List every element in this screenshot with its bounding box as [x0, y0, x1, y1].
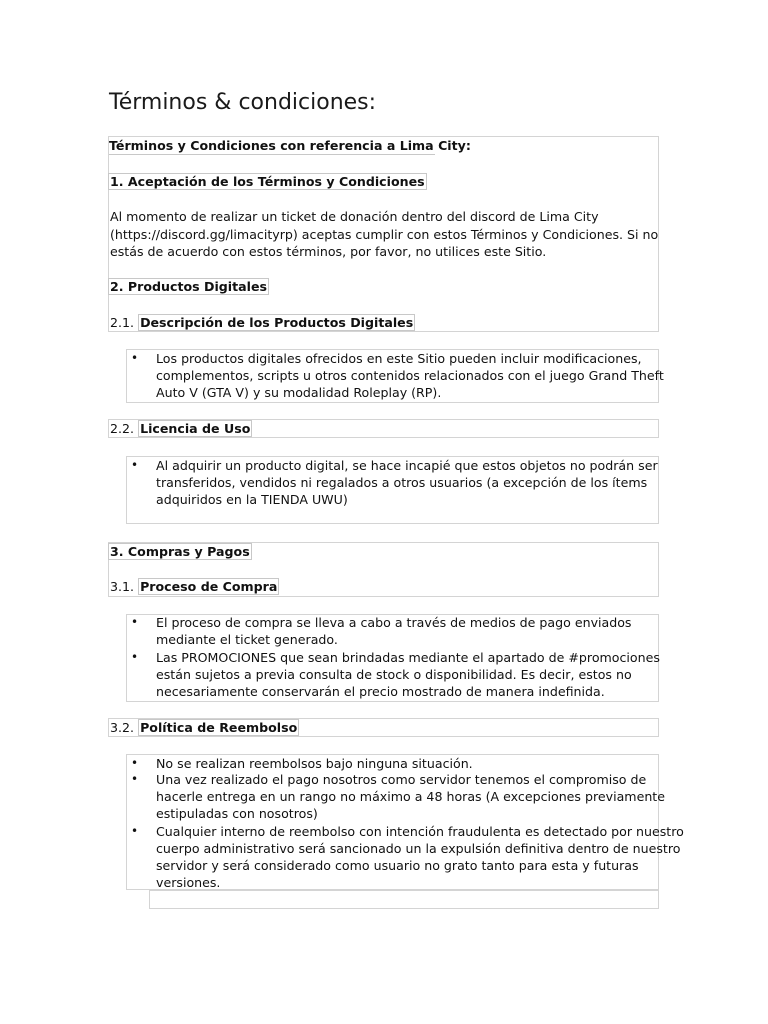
s32-item-2-line-2: hacerle entrega en un rango no máximo a 48 horas (A excepciones previamente [156, 789, 665, 804]
s32-item-1-line-1: No se realizan reembolsos bajo ninguna situación. [156, 756, 473, 771]
s32-item-3-line-4: versiones. [156, 875, 221, 890]
s32-item-2-line-3: estipuladas con nosotros) [156, 806, 318, 821]
s3-heading-text: 3. Compras y Pagos [110, 544, 250, 559]
s31-item-2-line-3: necesariamente conservarán el precio mostrado de manera indefinida. [156, 684, 605, 699]
s31-bullet-1: • [131, 615, 139, 629]
s22-item-1-line-2: transferidos, vendidos ni regalados a otros usuarios (a excepción de los ítems [156, 475, 648, 490]
main-heading [110, 137, 472, 154]
s1-heading [110, 173, 427, 190]
s22-heading-text: Licencia de Uso [140, 421, 251, 436]
s31-number: 3.1. [110, 579, 135, 594]
s22-item-1-line-3: adquiridos en la TIENDA UWU) [156, 492, 348, 507]
trailing-empty-box [149, 890, 659, 909]
s22-bullet-1: • [131, 458, 139, 472]
s32-heading [110, 719, 299, 736]
s21-item-1-line-3: Auto V (GTA V) y su modalidad Roleplay (RP). [156, 385, 442, 400]
s32-bullet-1: • [131, 756, 139, 770]
s3-heading [110, 543, 252, 560]
s1-paragraph-line-1: Al momento de realizar un ticket de donación dentro del discord de Lima City [110, 209, 599, 224]
main-heading-text: Términos y Condiciones con referencia a Lima City: [109, 138, 471, 153]
s1-paragraph-line-3: estás de acuerdo con estos términos, por favor, no utilices este Sitio. [110, 244, 547, 259]
s32-bullet-2: • [131, 772, 139, 786]
main-heading-underline [109, 154, 435, 155]
s32-number: 3.2. [110, 720, 135, 735]
s22-item-1-line-1: Al adquirir un producto digital, se hace incapié que estos objetos no podrán ser [156, 458, 658, 473]
s32-item-3-line-3: servidor y será considerado como usuario no grato tanto para esta y futuras [156, 858, 639, 873]
s21-heading-text: Descripción de los Productos Digitales [140, 315, 414, 330]
s31-item-2-line-1: Las PROMOCIONES que sean brindadas mediante el apartado de #promociones [156, 650, 660, 665]
s22-heading [110, 420, 252, 437]
s21-number: 2.1. [110, 315, 135, 330]
s2-heading [110, 278, 269, 295]
s32-item-3-line-2: cuerpo administrativo será sancionado un la expulsión definitiva dentro de nuestro [156, 841, 681, 856]
s21-heading [110, 314, 415, 331]
s1-heading-text: 1. Aceptación de los Términos y Condiciones [110, 174, 425, 189]
s1-paragraph-line-2: (https://discord.gg/limacityrp) aceptas cumplir con estos Términos y Condiciones. Si no [110, 227, 659, 242]
s32-bullet-3: • [131, 824, 139, 838]
s2-heading-text: 2. Productos Digitales [110, 279, 267, 294]
s32-item-3-line-1: Cualquier interno de reembolso con intención fraudulenta es detectado por nuestro [156, 824, 684, 839]
s31-item-1-line-2: mediante el ticket generado. [156, 632, 338, 647]
s21-item-1-line-2: complementos, scripts u otros contenidos relacionados con el juego Grand Theft [156, 368, 664, 383]
s31-heading-text: Proceso de Compra [140, 579, 278, 594]
s22-number: 2.2. [110, 421, 135, 436]
s32-item-2-line-1: Una vez realizado el pago nosotros como servidor tenemos el compromiso de [156, 772, 647, 787]
s31-bullet-2: • [131, 650, 139, 664]
s21-bullet-1: • [131, 351, 139, 365]
s21-item-1-line-1: Los productos digitales ofrecidos en este Sitio pueden incluir modificaciones, [156, 351, 642, 366]
s32-heading-text: Política de Reembolso [140, 720, 298, 735]
page-title: Términos & condiciones: [109, 90, 377, 115]
s31-item-1-line-1: El proceso de compra se lleva a cabo a través de medios de pago enviados [156, 615, 632, 630]
s31-heading [110, 578, 279, 595]
s31-item-2-line-2: están sujetos a previa consulta de stock o disponibilidad. Es decir, estos no [156, 667, 632, 682]
